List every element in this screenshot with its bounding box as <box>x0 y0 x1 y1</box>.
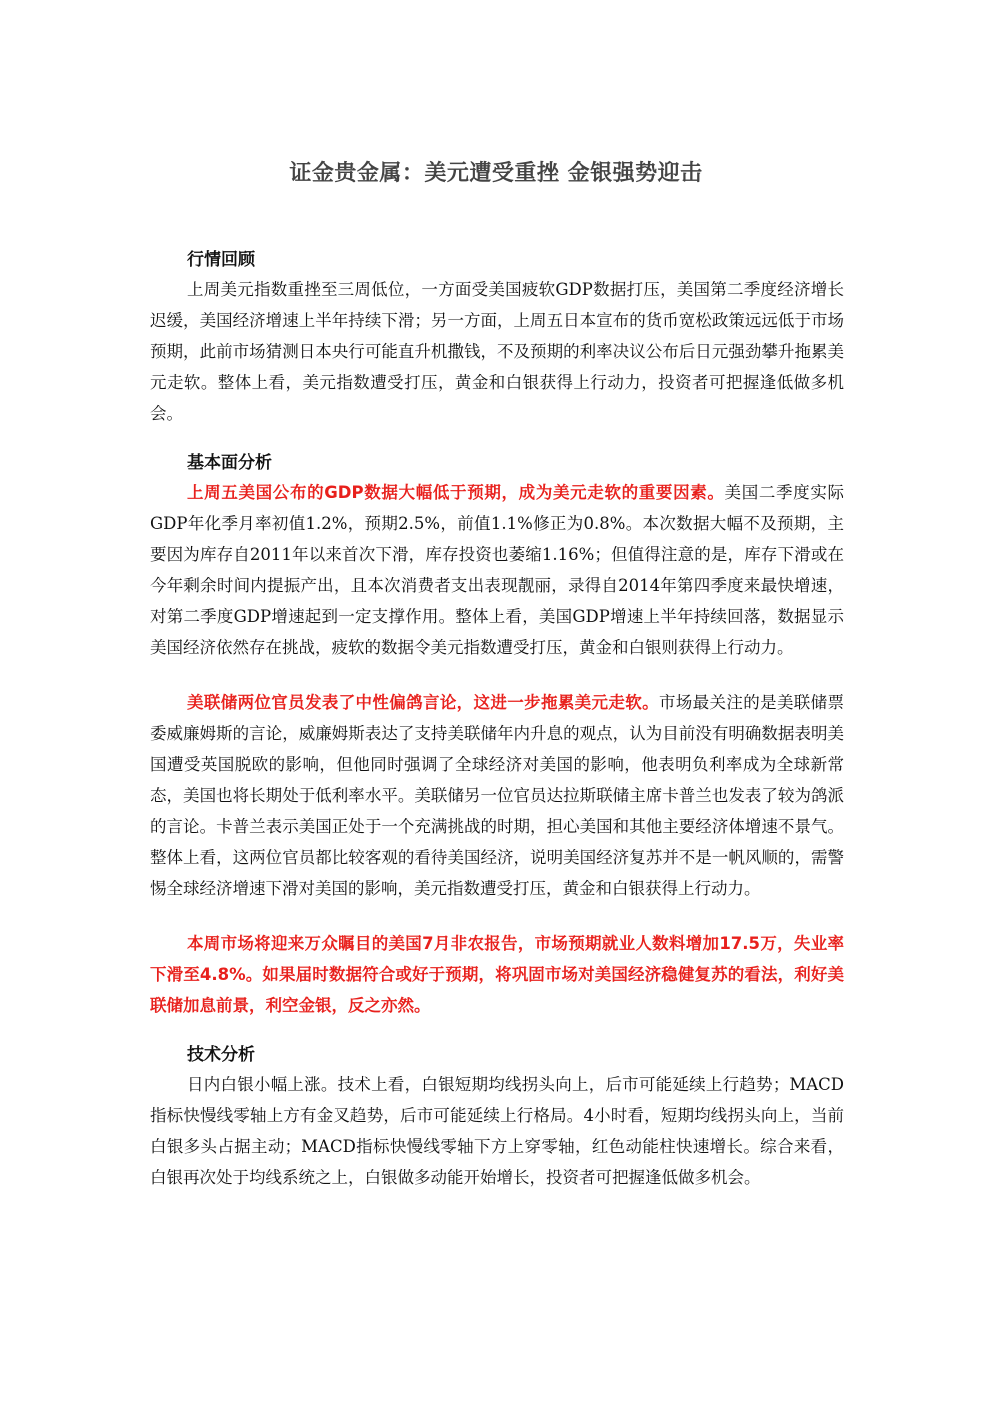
section-heading-technical: 技术分析 <box>187 1045 255 1065</box>
document-body <box>150 246 844 1193</box>
section-heading-fundamental: 基本面分析 <box>187 453 272 473</box>
fundamental-p2-highlight: 美联储两位官员发表了中性偏鸽言论，这进一步拖累美元走软。 <box>187 693 659 712</box>
fundamental-paragraph-3: 本周市场将迎来万众瞩目的美国7月非农报告，市场预期就业人数料增加17.5万，失业率下滑至4.8%。如果届时数据符合或好于预期，将巩固市场对美国经济稳健复苏的看法，利好美联储加息前景，利空金银，反之亦然。 <box>150 934 844 1015</box>
fundamental-paragraph-2 <box>150 687 844 904</box>
section-heading-review: 行情回顾 <box>187 250 255 270</box>
document-title: 证金贵金属：美元遭受重挫 金银强势迎击 <box>289 161 703 186</box>
fundamental-paragraph-1 <box>150 477 844 663</box>
fundamental-p1-text: 美国二季度实际GDP年化季月率初值1.2%，预期2.5%，前值1.1%修正为0.8%。本次数据大幅不及预期，主要因为库存自2011年以来首次下滑，库存投资也萎缩1.16%；但值得注意的是，库存下滑或在今年剩余时间内提振产出，且本次消费者支出表现靓丽，录得自2014年第四季度来最快增速，对第二季度GDP增速起到一定支撑作用。整体上看，美国GDP增速上半年持续回落，数据显示美国经济依然存在挑战，疲软的数据令美元指数遭受打压，黄金和白银则获得上行动力。 <box>150 483 844 657</box>
fundamental-p2-text: 市场最关注的是美联储票委威廉姆斯的言论，威廉姆斯表达了支持美联储年内升息的观点，认为目前没有明确数据表明美国遭受英国脱欧的影响，但他同时强调了全球经济对美国的影响，他表明负利率成为全球新常态，美国也将长期处于低利率水平。美联储另一位官员达拉斯联储主席卡普兰也发表了较为鸽派的言论。卡普兰表示美国正处于一个充满挑战的时期，担心美国和其他主要经济体增速不景气。整体上看，这两位官员都比较客观的看待美国经济，说明美国经济复苏并不是一帆风顺的，需警惕全球经济增速下滑对美国的影响，美元指数遭受打压，黄金和白银获得上行动力。 <box>150 693 845 898</box>
fundamental-p1-highlight: 上周五美国公布的GDP数据大幅低于预期，成为美元走软的重要因素。 <box>187 483 725 502</box>
review-paragraph: 上周美元指数重挫至三周低位，一方面受美国疲软GDP数据打压，美国第二季度经济增长迟缓，美国经济增速上半年持续下滑；另一方面，上周五日本宣布的货币宽松政策远远低于市场预期，此前市场猜测日本央行可能直升机撒钱，不及预期的利率决议公布后日元强劲攀升拖累美元走软。整体上看，美元指数遭受打压，黄金和白银获得上行动力，投资者可把握逢低做多机会。 <box>150 280 844 423</box>
technical-paragraph: 日内白银小幅上涨。技术上看，白银短期均线拐头向上，后市可能延续上行趋势；MACD指标快慢线零轴上方有金叉趋势，后市可能延续上行格局。4小时看，短期均线拐头向上，当前白银多头占据主动；MACD指标快慢线零轴下方上穿零轴，红色动能柱快速增长。综合来看，白银再次处于均线系统之上，白银做多动能开始增长，投资者可把握逢低做多机会。 <box>150 1075 844 1187</box>
